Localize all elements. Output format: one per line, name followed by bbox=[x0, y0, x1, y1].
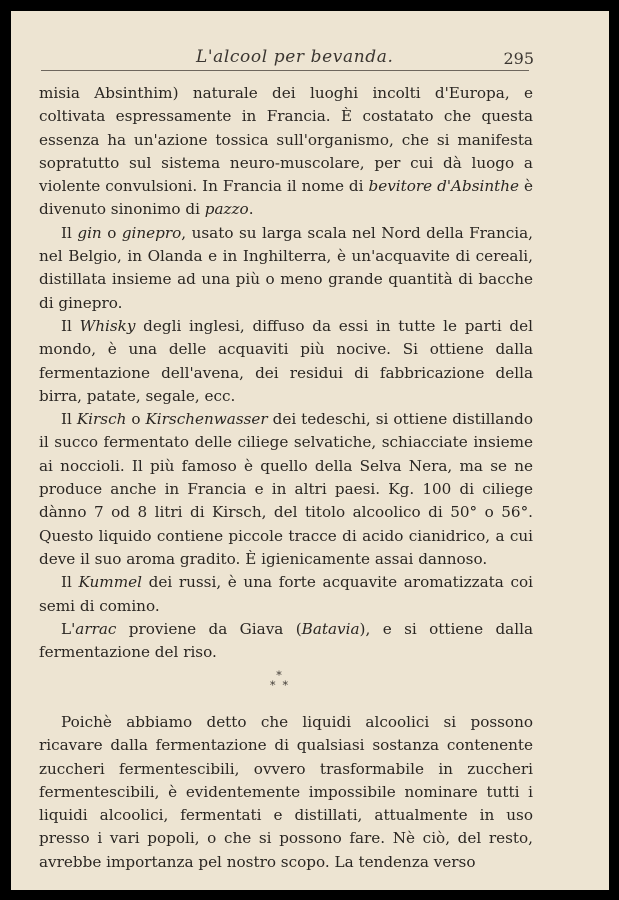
paragraph-kirsch bbox=[39, 408, 533, 571]
asterism-bottom: * * bbox=[270, 679, 288, 692]
page-number: 295 bbox=[503, 49, 534, 68]
text-run: Il bbox=[61, 573, 79, 592]
italic-term: Kirsch bbox=[76, 410, 127, 429]
text-run: . bbox=[248, 200, 254, 219]
text-run: dei tedeschi, si ottiene distillando il succo fermentato delle ciliege selvatiche, schiacciate insieme ai noccioli. Il più famoso è quello della Selva Nera, ma se ne produce anche in Francia e in altri paesi. Kg. 100 di ciliege dànno 7 od 8 litri di Kirsch, del titolo alcoolico di 50° o 56°. Questo liquido contiene piccole tracce di acido cianidrico, a cui deve il suo aroma gradito. È igienicamente assai dannoso. bbox=[39, 410, 533, 568]
italic-term: ginepro bbox=[121, 223, 182, 242]
text-run: misia Absinthim) naturale dei luoghi incolti d'Europa, e coltivata espressamente in Francia. È costatato che questa essenza ha un'azione tossica sull'organismo, che si manifesta sopratutto sul sistema neuro-muscolare, per cui dà luogo a violente convulsioni. In Francia il nome di bbox=[39, 84, 533, 196]
italic-term: Batavia bbox=[301, 619, 360, 638]
text-run: L' bbox=[61, 619, 76, 638]
body-text bbox=[39, 82, 533, 664]
header-rule bbox=[41, 70, 529, 71]
italic-term: Kirschenwasser bbox=[145, 410, 268, 429]
text-run: o bbox=[126, 410, 146, 429]
italic-term: arrac bbox=[75, 619, 117, 638]
asterism-top: * bbox=[276, 669, 282, 682]
running-title: L'alcool per bevanda. bbox=[196, 47, 394, 67]
text-run: o bbox=[101, 223, 122, 242]
italic-term: Kummel bbox=[78, 573, 142, 592]
text-run: dei russi, è una forte acquavite aromatizzata coi semi di comino. bbox=[39, 573, 533, 615]
closing-text bbox=[39, 711, 533, 874]
italic-term: bevitore d'Absinthe bbox=[368, 177, 520, 196]
text-run: degli inglesi, diffuso da essi in tutte le parti del mondo, è una delle acquaviti più nocive. Si ottiene dalla fermentazione dell'avena, dei residui di fabbricazione della birra, patate, segale, ecc. bbox=[39, 316, 533, 405]
paragraph-whisky bbox=[39, 315, 533, 408]
paragraph-arrac bbox=[39, 618, 533, 665]
italic-term: pazzo bbox=[204, 200, 249, 219]
italic-term: gin bbox=[77, 223, 102, 242]
text-run: Il bbox=[61, 223, 78, 242]
text-run: è divenuto sinonimo di bbox=[39, 177, 533, 219]
book-page bbox=[11, 11, 609, 890]
text-run: proviene da Giava ( bbox=[116, 619, 302, 638]
text-run: Il bbox=[61, 316, 80, 335]
italic-term: Whisky bbox=[79, 316, 136, 335]
paragraph-closing: Poichè abbiamo detto che liquidi alcoolici si possono ricavare dalla fermentazione di qualsiasi sostanza contenente zuccheri fermentescibili, ovvero trasformabile in zuccheri fermentescibili, è evidentemente impossibile nominare tutti i liquidi alcoolici, fermentati e distillati, attualmente in uso presso i vari popoli, o che si possono fare. Nè ciò, del resto, avrebbe importanza pel nostro scopo. La tendenza verso bbox=[39, 713, 533, 871]
paragraph-gin bbox=[39, 222, 533, 315]
text-run: Il bbox=[61, 410, 77, 429]
text-run: , usato su larga scala nel Nord della Francia, nel Belgio, in Olanda e in Inghilterra, è un'acquavite di cereali, distillata insieme ad una più o meno grande quantità di bacche di ginepro. bbox=[39, 223, 533, 312]
paragraph-kummel bbox=[39, 571, 533, 618]
section-break-asterism bbox=[259, 671, 299, 701]
text-run: ), e si ottiene dalla fermentazione del riso. bbox=[39, 619, 534, 662]
paragraph-absinthe bbox=[39, 82, 533, 222]
